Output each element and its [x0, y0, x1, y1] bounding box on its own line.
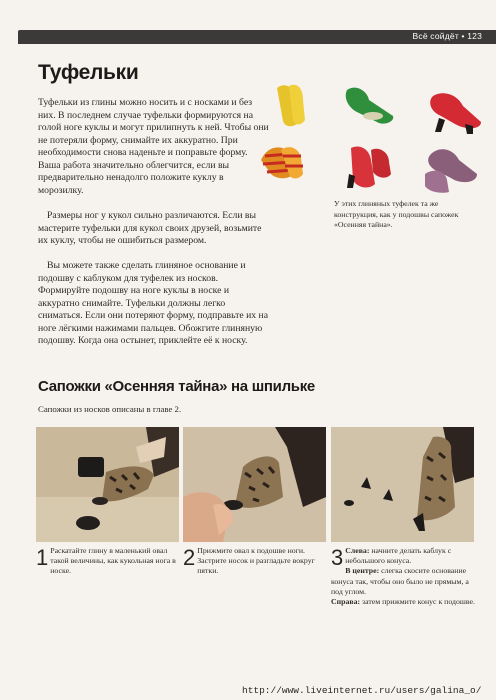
intro-text: [38, 97, 270, 197]
step-2-caption: [183, 546, 326, 577]
red-black-shoes: [347, 147, 391, 189]
green-shoes: [346, 88, 393, 124]
step-2-number: 2: [183, 545, 196, 570]
step-3-right-label: Справа:: [331, 597, 361, 607]
section-subline: Сапожки из носков описаны в главе 2.: [38, 404, 182, 414]
purple-shoes: [425, 149, 477, 193]
step-1-text: Раскатайте глину в маленький овал такой величины, как кукольная нога в носке.: [50, 546, 176, 576]
running-header-band: [18, 30, 496, 44]
step-3-photo: [331, 427, 474, 542]
step-3-caption: [331, 546, 476, 607]
paragraph-3: Вы можете также сделать глиняное основание и подошву с каблуком для туфелек из носков. Формируйте подошву на ноге куклы в носке и аккуратно снимайте. Туфельки должны легко сниматься. Если они потеряют форму, подправьте их на ноге лёгкими нажимами пальцев. Обожгите глиняную подошву. Когда она остынет, приклейте её к носку.: [38, 260, 269, 346]
section-title-boots: Сапожки «Осенняя тайна» на шпильке: [38, 378, 315, 395]
step-3-left-text: начните делать каблук с небольшого конуса.: [345, 546, 452, 566]
step-3-left-label: Слева:: [345, 546, 370, 555]
step-3-number: 3: [331, 545, 344, 570]
section-title-shoes: Туфельки: [38, 61, 139, 84]
step-2-illustration: [183, 427, 326, 542]
sole-text: [38, 260, 270, 348]
step-3-illustration: [331, 427, 474, 542]
sizes-text: [38, 210, 270, 248]
yellow-shoes: [277, 85, 305, 126]
step-1-caption: [36, 546, 179, 577]
footer-url: http://www.liveinternet.ru/users/galina_o/: [242, 685, 482, 696]
shoes-photo-caption: У этих глиняных туфелек та же конструкция, как у подошвы сапожек «Осенняя тайна».: [334, 199, 459, 229]
step-2-photo: [183, 427, 326, 542]
step-2-text: Прижмите овал к подошве ноги. Застрите носок и разгладьте вокруг пятки.: [197, 546, 315, 576]
step-1-photo: [36, 427, 179, 542]
step-3-right-text: затем прижмите конус к подошве.: [360, 597, 475, 607]
striped-shoes: [261, 147, 303, 178]
step-1-illustration: [36, 427, 179, 542]
red-shoes-top: [430, 93, 481, 134]
running-title: Всё сойдёт • 123: [412, 31, 482, 41]
clay-shoes-photo: [255, 76, 491, 196]
step-1-number: 1: [36, 545, 49, 570]
paragraph-2: Размеры ног у кукол сильно различаются. Если вы мастерите туфельки для кукол своих друзей, возьмите их куклу, чтобы не ошибиться размером.: [38, 210, 262, 246]
step-3-center-label: В центре:: [345, 566, 380, 576]
step-3-center-text: слегка скосите основание конуса так, чтобы оно было не прямым, а под углом.: [331, 566, 469, 596]
paragraph-1: Туфельки из глины можно носить и с носками и без них. В последнем случае туфельки формируются на голой ноге куклы и могут прилипнуть к ней. Чтобы они не потеряли форму, снимайте их аккуратно. При необходимости снова наденьте и поправьте форму. Ваша работа значительно облегчится, если вы предварительно ненадолго положите куклу в морозилку.: [38, 97, 269, 196]
